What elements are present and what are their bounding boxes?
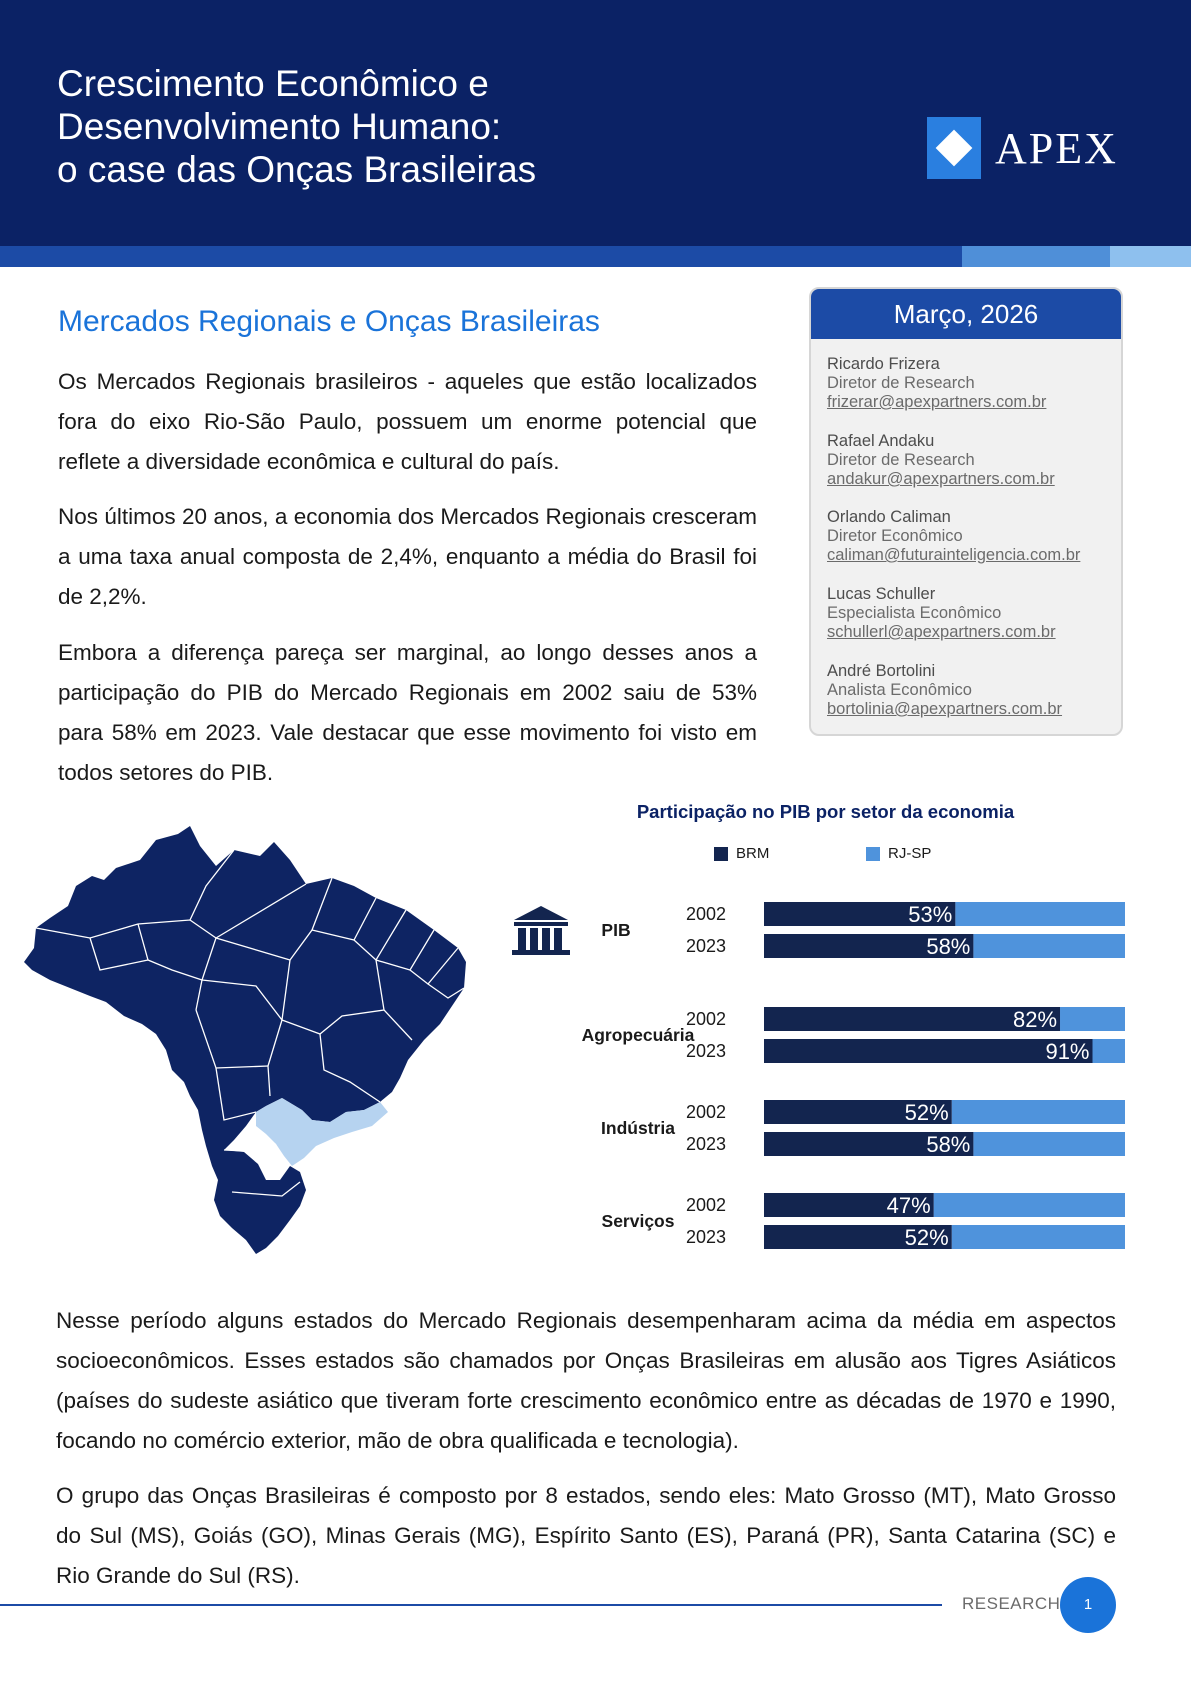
header-stripe-light <box>1110 246 1191 267</box>
logo-text: APEX <box>995 123 1118 173</box>
sector-share-chart <box>500 880 1140 1260</box>
bar-value-label: 58% <box>926 934 971 959</box>
analysts-card <box>809 287 1123 736</box>
contact-email-link[interactable]: bortolinia@apexpartners.com.br <box>827 700 1063 718</box>
bar-segment-rjsp <box>973 934 1125 958</box>
year-label: 2002 <box>685 1102 726 1122</box>
bar-segment-rjsp <box>952 1100 1125 1124</box>
title-line-1: Crescimento Econômico e <box>57 63 489 104</box>
bar-value-label: 58% <box>926 1132 971 1157</box>
map-regional-markets <box>24 826 466 1254</box>
report-date: Março, 2026 <box>811 289 1121 339</box>
contact-name: Ricardo Frizera <box>827 355 940 373</box>
legend-label: BRM <box>736 845 770 862</box>
legend-item-rjsp <box>866 845 931 862</box>
bar-value-label: 47% <box>886 1193 931 1218</box>
bank-icon <box>512 906 570 955</box>
year-label: 2002 <box>685 1195 726 1215</box>
apex-logo <box>927 117 1118 179</box>
bar-segment-rjsp <box>934 1193 1125 1217</box>
year-label: 2023 <box>685 1227 726 1247</box>
paragraph-5: O grupo das Onças Brasileiras é composto por 8 estados, sendo eles: Mato Grosso (MT), Mato Grosso do Sul (MS), Goiás (GO), Minas Gerais (MG), Espírito Santo (ES), Paraná (PR), Santa Catarina (SC) e Rio Grande do Sul (RS). <box>56 1483 1116 1588</box>
contact-item <box>827 508 1117 565</box>
section-title: Mercados Regionais e Onças Brasileiras <box>58 305 600 338</box>
header-stripe-accent <box>962 246 1110 267</box>
category-label: Agropecuária <box>581 1025 695 1045</box>
chart-title: Participação no PIB por setor da economia <box>636 801 1015 822</box>
title-line-2: Desenvolvimento Humano: <box>57 106 502 147</box>
contact-item <box>827 432 1117 489</box>
year-label: 2002 <box>685 1009 726 1029</box>
paragraph-3: Embora a diferença pareça ser marginal, ao longo desses anos a participação do PIB do Mercado Regionais em 2002 saiu de 53% para 58% em 2023. Vale destacar que esse movimento foi visto em todos setores do PIB. <box>58 640 757 785</box>
bar-value-label: 91% <box>1045 1039 1090 1064</box>
category-label: Indústria <box>601 1118 675 1138</box>
footer-divider <box>0 1604 942 1606</box>
bar-segment-rjsp <box>973 1132 1125 1156</box>
contact-name: Lucas Schuller <box>827 585 936 603</box>
legend-label: RJ-SP <box>888 845 932 862</box>
contact-role: Diretor de Research <box>827 374 975 392</box>
contact-name: Orlando Caliman <box>827 508 951 526</box>
bar-segment-rjsp <box>952 1225 1125 1249</box>
contact-role: Diretor de Research <box>827 451 975 469</box>
bar-value-label: 52% <box>904 1225 949 1250</box>
year-label: 2002 <box>685 904 726 924</box>
contact-item <box>827 662 1117 719</box>
bar-segment-rjsp <box>1093 1039 1125 1063</box>
document-title <box>57 62 677 191</box>
contact-email-link[interactable]: frizerar@apexpartners.com.br <box>827 393 1047 411</box>
title-line-3: o case das Onças Brasileiras <box>57 149 537 190</box>
logo-mark-icon <box>927 117 981 179</box>
contact-item <box>827 585 1117 642</box>
contact-item <box>827 355 1117 412</box>
paragraph-2: Nos últimos 20 anos, a economia dos Mercados Regionais cresceram a uma taxa anual composta de 2,4%, enquanto a média do Brasil foi de 2,2%. <box>58 504 757 609</box>
bar-segment-rjsp <box>955 902 1125 926</box>
contact-email-link[interactable]: andakur@apexpartners.com.br <box>827 470 1055 488</box>
contact-role: Analista Econômico <box>827 681 972 699</box>
year-label: 2023 <box>685 1134 726 1154</box>
header-stripe <box>0 246 962 267</box>
bar-value-label: 82% <box>1012 1007 1058 1032</box>
legend-swatch <box>866 847 880 861</box>
bar-value-label: 53% <box>908 902 953 927</box>
contact-email-link[interactable]: caliman@futurainteligencia.com.br <box>827 546 1081 564</box>
legend-item-brm <box>714 845 769 862</box>
year-label: 2023 <box>685 936 726 956</box>
category-label: Serviços <box>601 1211 675 1231</box>
contact-email-link[interactable]: schullerl@apexpartners.com.br <box>827 623 1056 641</box>
page-number: 1 <box>1060 1577 1116 1633</box>
header-banner <box>0 0 1191 246</box>
contact-role: Especialista Econômico <box>827 604 1002 622</box>
contact-name: Rafael Andaku <box>827 432 935 450</box>
paragraph-1: Os Mercados Regionais brasileiros - aqueles que estão localizados fora do eixo Rio-São Paulo, possuem um enorme potencial que reflete a diversidade econômica e cultural do país. <box>58 369 757 474</box>
category-label: PIB <box>601 920 631 940</box>
bar-segment-brm <box>764 1039 1093 1063</box>
footer-label: RESEARCH <box>962 1594 1061 1613</box>
bar-value-label: 52% <box>904 1100 949 1125</box>
contact-role: Diretor Econômico <box>827 527 963 545</box>
bar-segment-rjsp <box>1060 1007 1125 1031</box>
paragraph-4: Nesse período alguns estados do Mercado Regionais desempenharam acima da média em aspectos socioeconômicos. Esses estados são chamados por Onças Brasileiras em alusão aos Tigres Asiáticos (países do sudeste asiático que tiveram forte crescimento econômico entre as décadas de 1970 e 1990, focando no comércio exterior, mão de obra qualificada e tecnologia). <box>56 1308 1116 1453</box>
year-label: 2023 <box>685 1041 726 1061</box>
legend-swatch <box>714 847 728 861</box>
contact-name: André Bortolini <box>827 662 936 680</box>
brazil-map-icon <box>20 820 475 1260</box>
